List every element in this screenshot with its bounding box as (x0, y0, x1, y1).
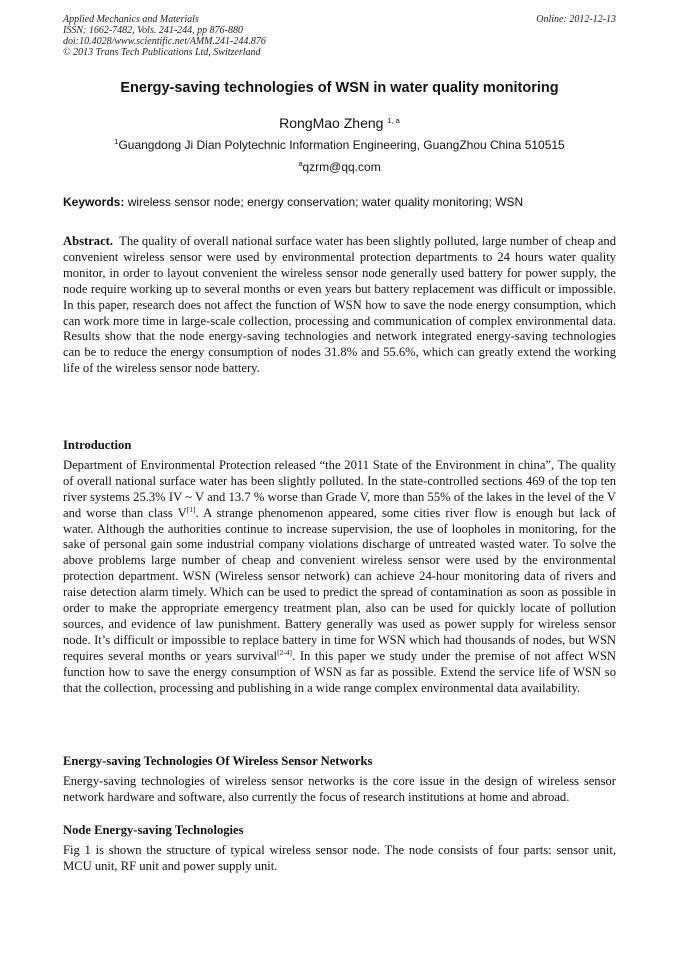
email-sup: a (298, 159, 303, 168)
keywords-label: Keywords: (63, 195, 125, 209)
introduction-section (63, 438, 616, 697)
introduction-text-2: . A strange phenomenon appeared, some cities river flow is enough but lack of water. Although the authorities continue to increase supervision, the use of loopholes in monitoring, for the sake of personal gain some industrial company violations discharge of untreated wasted water. To solve the above problems large number of cheap and convenient wireless sensor were used by the environmental protection department. WSN (Wireless sensor network) can achieve 24-hour monitoring data of rivers and raise detection alarm timely. Which can be used to predict the spread of contamination as soon as possible in order to make the appropriate emergency treatment plan, also can be used for quickly locate of pollution sources, and evidence of law punishment. Battery generally was used as power supply for wireless sensor node. It’s difficult or impossible to replace battery in time for WSN which had thousands of nodes, but WSN requires several months or years survival (63, 505, 616, 663)
online-date: Online: 2012-12-13 (536, 14, 616, 25)
energy-saving-heading: Energy-saving Technologies Of Wireless Sensor Networks (63, 754, 373, 768)
node-energy-section (63, 823, 616, 875)
citation-2: [2-4] (277, 647, 293, 657)
affiliation-text: Guangdong Ji Dian Polytechnic Information Engineering, GuangZhou China 510515 (118, 138, 565, 152)
introduction-text-1: Department of Environmental Protection released “the 2011 State of the Environment in china”, The quality of overall national surface water has been slightly polluted. In the state-controlled sections 469 of the top ten river systems 25.3% IV ~ V and 13.7 % worse than Grade V, more than 55% of the lakes in the level of the V and worse than class V (63, 457, 616, 520)
author-sup: 1, a (387, 116, 400, 125)
introduction-text-3: . In this paper we study under the premise of not affect WSN function how to save the energy consumption of WSN as far as possible. Extend the service life of WSN so that the collection, processing and publishing in a wide range complex environmental data availability. (63, 648, 616, 695)
node-energy-paragraph: Fig 1 is shown the structure of typical wireless sensor node. The node consists of four parts: sensor unit, MCU unit, RF unit and power supply unit. (63, 842, 616, 873)
abstract (63, 234, 616, 377)
abstract-label: Abstract. (63, 234, 114, 248)
journal-name: Applied Mechanics and Materials (63, 14, 199, 25)
author-name: RongMao Zheng (279, 115, 384, 131)
energy-saving-section (63, 754, 616, 806)
abstract-text: The quality of overall national surface water has been slightly polluted, large number of cheap and convenient wireless sensor were used by environmental protection departments to 24 hours water quality monitor, in order to layout convenient the wireless sensor node generally used battery for power supply, the node require working up to several months or even years but battery replacement was difficult or impossible. In this paper, research does not affect the function of WSN how to save the node energy consumption, which can work more time in large-scale collection, processing and communication of complex environmental data. Results show that the node energy-saving technologies and network integrated energy-saving technologies can be to reduce the energy consumption of nodes 31.8% and 55.6%, which can greatly extend the working life of the wireless sensor node battery. (63, 234, 616, 376)
journal-header (63, 14, 616, 58)
introduction-heading: Introduction (63, 438, 132, 452)
issn-line: ISSN: 1662-7482, Vols. 241-244, pp 876-880 (63, 25, 243, 36)
citation-1: [1] (186, 504, 196, 514)
keywords (63, 195, 616, 209)
energy-saving-paragraph: Energy-saving technologies of wireless sensor networks is the core issue in the design of wireless sensor network hardware and software, also currently the focus of research institutions at home and abroad. (63, 773, 616, 804)
email-line (63, 160, 616, 174)
keywords-text: wireless sensor node; energy conservation; water quality monitoring; WSN (127, 195, 524, 209)
affiliation (63, 138, 616, 152)
copyright-line: © 2013 Trans Tech Publications Ltd, Switzerland (63, 47, 261, 58)
author-line (63, 115, 616, 131)
affiliation-sup: 1 (114, 137, 119, 146)
introduction-paragraph (63, 458, 616, 697)
paper-title: Energy-saving technologies of WSN in water quality monitoring (120, 80, 559, 96)
node-energy-heading: Node Energy-saving Technologies (63, 823, 244, 837)
email-address: qzrm@qq.com (302, 160, 381, 174)
doi-line: doi:10.4028/www.scientific.net/AMM.241-244.876 (63, 36, 266, 47)
